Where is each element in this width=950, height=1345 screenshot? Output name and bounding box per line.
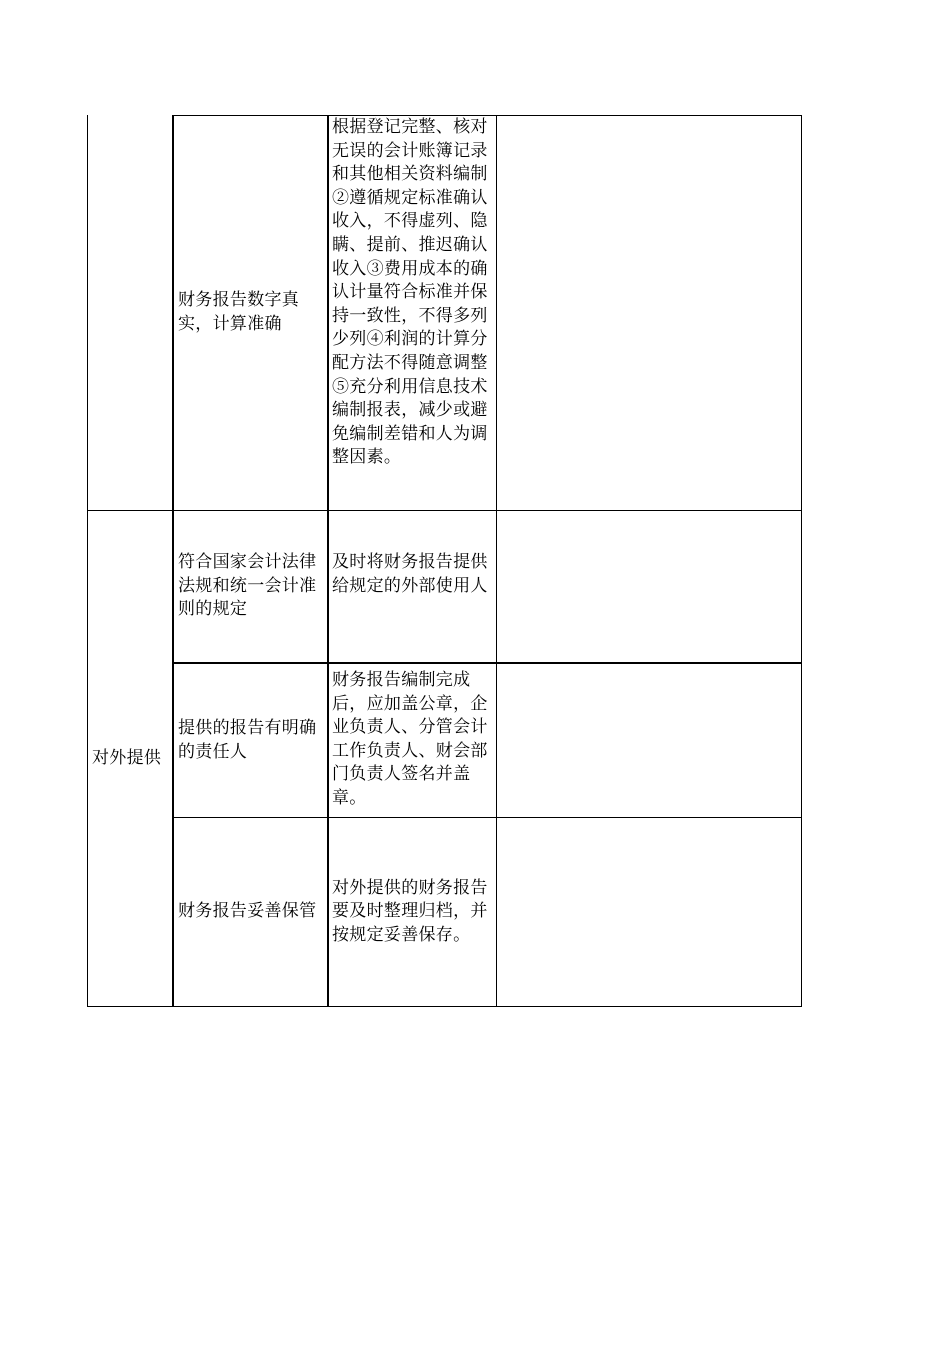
grid-line-col-b-left: [172, 115, 174, 1007]
control-measure-cell-4: [330, 818, 490, 1006]
notes-cell-2: [498, 511, 800, 662]
notes-cell-3: [498, 664, 800, 817]
grid-line-col-d-right: [801, 115, 802, 1007]
grid-line-col-a-left: [87, 115, 88, 1007]
control-measure-cell-1: [330, 116, 490, 510]
control-measure-cell-2: [330, 511, 490, 662]
control-measure-text-4: 对外提供的财务报告要及时整理归档，并按规定妥善保存。: [332, 877, 488, 945]
control-measure-text-1: 根据登记完整、核对无误的会计账簿记录和其他相关资料编制②遵循规定标准确认收入，不得虚列、隐瞒、提前、推迟确认收入③费用成本的确认计量符合标准并保持一致性，不得多列少列④利润的计算分配方法不得随意调整⑤充分利用信息技术编制报表，减少或避免编制差错和人为调整因素。: [332, 117, 488, 468]
notes-cell-1: [498, 116, 800, 510]
risk-point-text-3: 提供的报告有明确的责任人: [178, 717, 317, 762]
risk-point-cell-2: [175, 511, 325, 662]
risk-point-text-1: 财务报告数字真实，计算准确: [178, 290, 300, 334]
risk-point-cell-4: [175, 818, 325, 1006]
control-measure-text-2: 及时将财务报告提供给规定的外部使用人: [332, 552, 488, 596]
grid-line-table-bottom: [87, 1006, 802, 1007]
group-label-cell: [89, 511, 172, 1006]
grid-line-col-d-left: [496, 115, 497, 1007]
risk-point-cell-3: [175, 664, 325, 817]
risk-point-cell-1: [175, 116, 327, 510]
notes-cell-4: [498, 818, 800, 1006]
risk-point-text-4: 财务报告妥善保管: [178, 901, 317, 922]
control-measure-cell-3: [330, 664, 490, 817]
control-measure-text-3: 财务报告编制完成后，应加盖公章，企业负责人、分管会计工作负责人、财会部门负责人签名并盖章。: [332, 670, 488, 808]
grid-line-col-c-left: [327, 115, 329, 1007]
group-label: 对外提供: [92, 747, 162, 768]
risk-point-text-2: 符合国家会计法律法规和统一会计准则的规定: [178, 552, 317, 620]
